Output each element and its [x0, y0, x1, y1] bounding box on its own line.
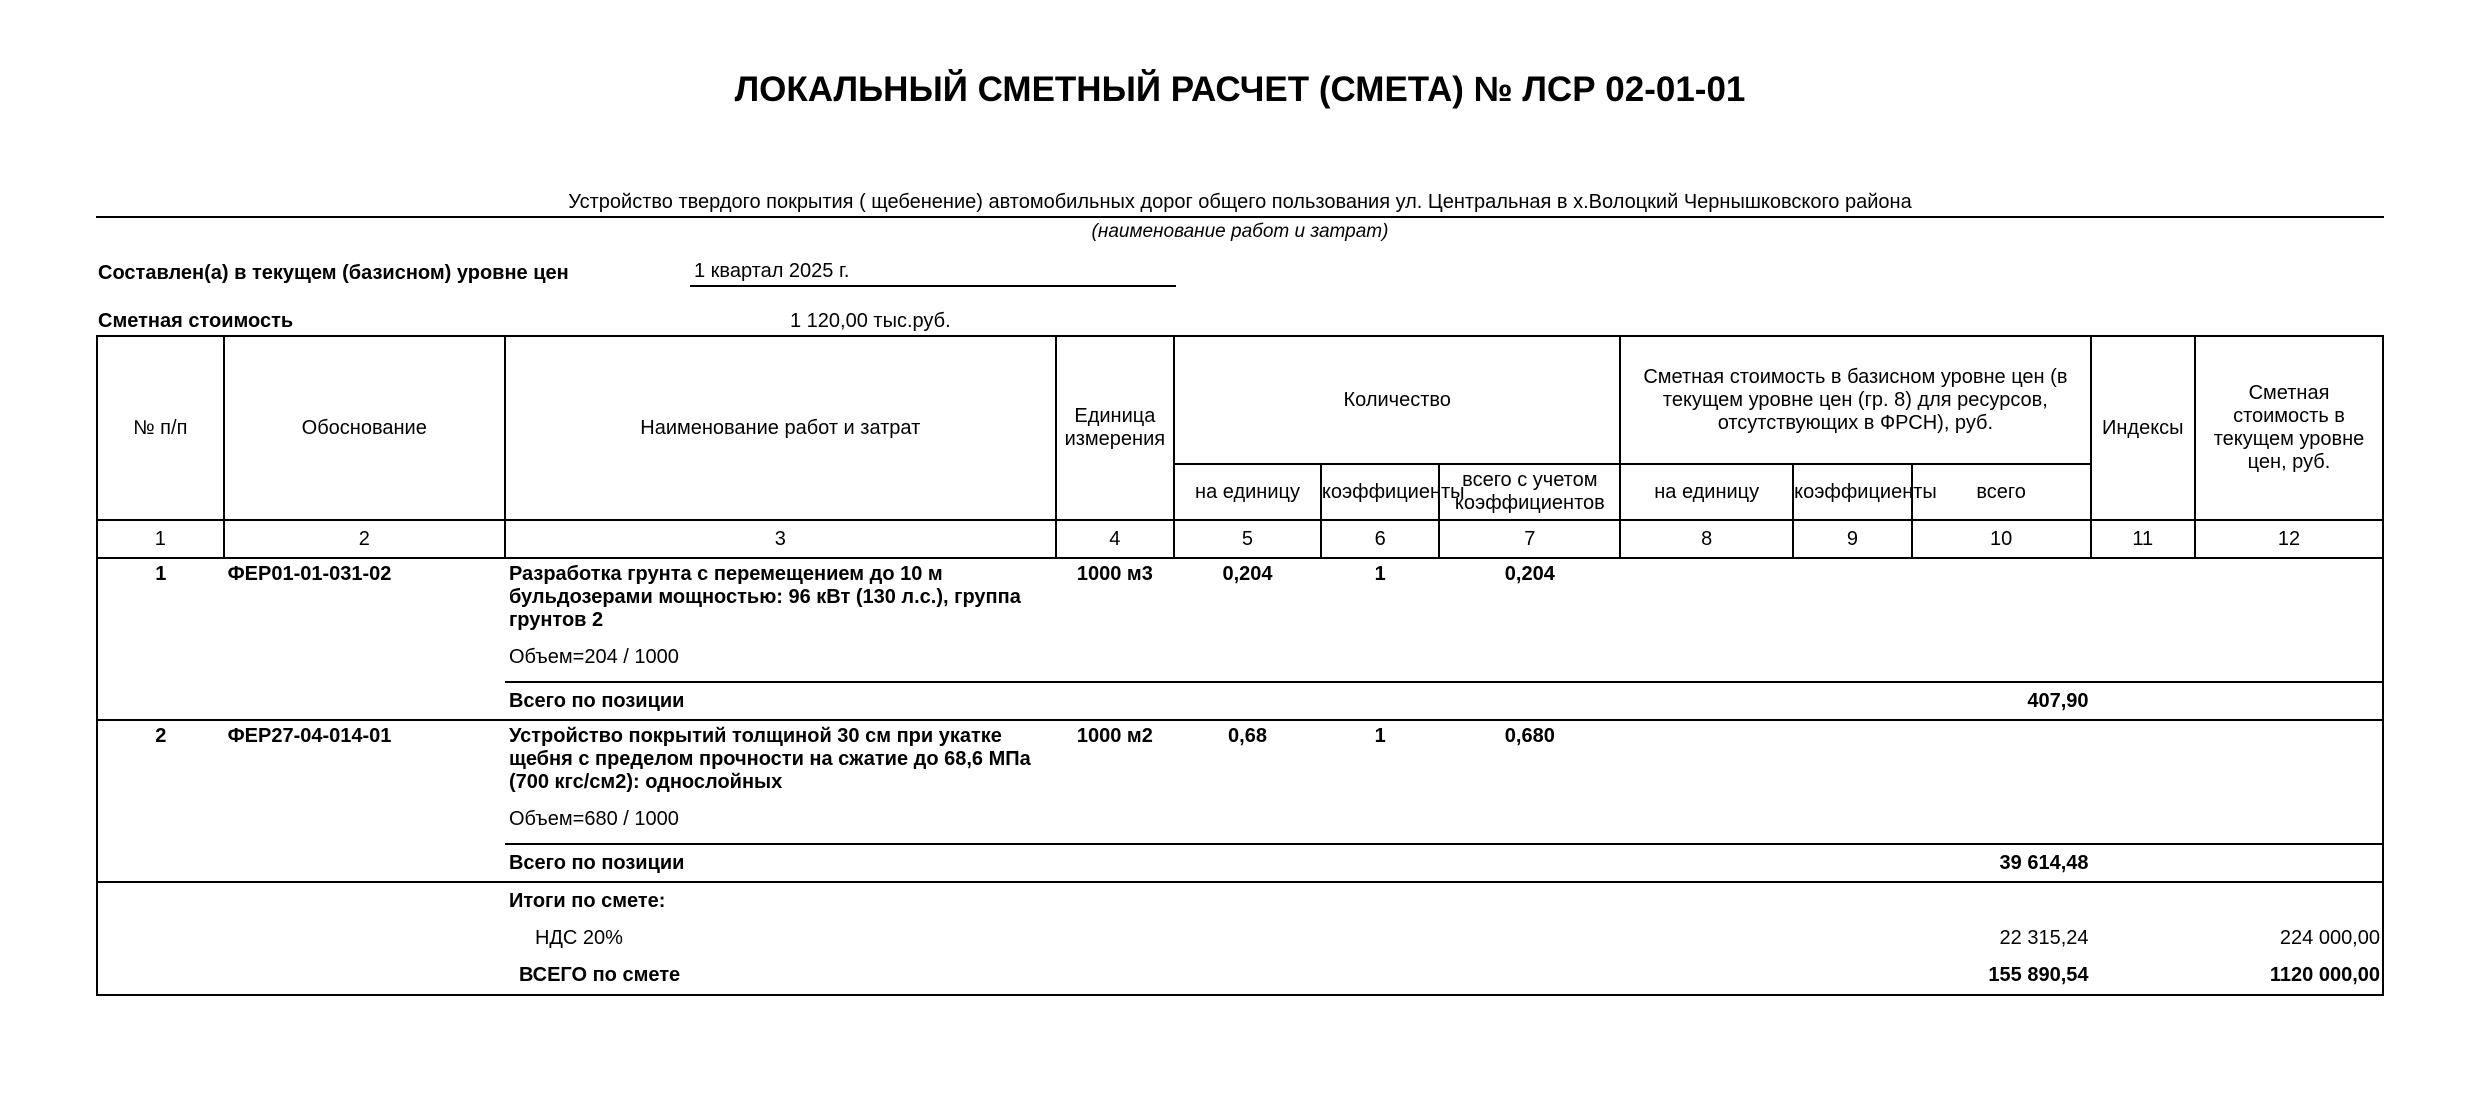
column-number: 1: [97, 520, 224, 558]
estimate-table: [96, 335, 2384, 996]
header-name: Наименование работ и затрат: [505, 336, 1056, 520]
column-number: 5: [1174, 520, 1321, 558]
position-number: 1: [155, 563, 167, 585]
summary-heading: Итоги по смете:: [508, 890, 666, 912]
document-title: ЛОКАЛЬНЫЙ СМЕТНЫЙ РАСЧЕТ (СМЕТА) № ЛСР 02-01-01: [734, 70, 1746, 109]
position-qty-per-unit: 0,204: [1222, 563, 1273, 585]
position-description: [505, 558, 1056, 682]
position-description: [505, 720, 1056, 844]
summary-heading-row: [97, 882, 2383, 920]
column-number: 7: [1439, 520, 1620, 558]
column-number: 4: [1056, 520, 1175, 558]
position-total-label: Всего по позиции: [505, 682, 1056, 720]
position-total-row: [97, 844, 2383, 882]
column-number: 12: [2195, 520, 2383, 558]
column-number: 6: [1321, 520, 1440, 558]
position-qty-total: 0,204: [1504, 563, 1555, 585]
position-number: 2: [155, 725, 167, 747]
position-total-row: [97, 682, 2383, 720]
header-indexes: Индексы: [2091, 336, 2196, 520]
work-subject-note: (наименование работ и затрат): [1091, 221, 1389, 242]
header-base-cost: Сметная стоимость в базисном уровне цен (в текущем уровне цен (гр. 8) для ресурсов, отсутствующих в ФРСН), руб.: [1620, 336, 2090, 464]
summary-grand-current: 1120 000,00: [2269, 964, 2380, 986]
summary-grand-row: [97, 957, 2383, 995]
position-name: Разработка грунта с перемещением до 10 м бульдозерами мощностью: 96 кВт (130 л.с.), группа грунтов 2: [508, 563, 1021, 631]
header-coefficients: коэффициенты: [1321, 464, 1440, 520]
position-total-label: Всего по позиции: [505, 844, 1056, 882]
position-code: ФЕР27-04-014-01: [227, 725, 392, 747]
summary-vat-base: 22 315,24: [1999, 927, 2089, 949]
column-number: 8: [1620, 520, 1793, 558]
header-num: № п/п: [97, 336, 224, 520]
position-volume: Объем=680 / 1000: [508, 808, 679, 830]
header-total-with-coef: всего с учетом коэффициентов: [1439, 464, 1620, 520]
header-coefficients-base: коэффициенты: [1793, 464, 1912, 520]
column-number: 9: [1793, 520, 1912, 558]
header-per-unit: на единицу: [1174, 464, 1321, 520]
position-qty-per-unit: 0,68: [1228, 725, 1267, 747]
position-name: Устройство покрытий толщиной 30 см при укатке щебня с пределом прочности на сжатие до 68,6 МПа (700 кгс/см2): однослойных: [508, 725, 1031, 793]
header-per-unit-base: на единицу: [1620, 464, 1793, 520]
column-number: 10: [1912, 520, 2091, 558]
work-subject: Устройство твердого покрытия ( щебенение) автомобильных дорог общего пользования ул. Центральная в х.Волоцкий Чернышковского района: [96, 191, 2384, 218]
header-current-cost: Сметная стоимость в текущем уровне цен, руб.: [2195, 336, 2383, 520]
position-total-value: 407,90: [1912, 682, 2091, 720]
position-coefficient: 1: [1374, 563, 1386, 585]
table-row: [97, 558, 2383, 682]
position-unit: 1000 м2: [1076, 725, 1153, 747]
summary-grand-label: ВСЕГО по смете: [518, 964, 681, 986]
column-number: 2: [224, 520, 505, 558]
header-total-base: всего: [1912, 464, 2091, 520]
summary-grand-base: 155 890,54: [1988, 964, 2089, 986]
position-unit: 1000 м3: [1076, 563, 1153, 585]
table-row: [97, 720, 2383, 844]
price-level-label: Составлен(а) в текущем (базисном) уровне цен: [98, 262, 569, 284]
column-numbers-row: [97, 520, 2383, 558]
header-basis: Обоснование: [224, 336, 505, 520]
position-qty-total: 0,680: [1504, 725, 1555, 747]
column-number: 3: [505, 520, 1056, 558]
header-unit: Единица измерения: [1056, 336, 1175, 520]
position-volume: Объем=204 / 1000: [508, 646, 679, 668]
header-quantity: Количество: [1174, 336, 1620, 464]
position-coefficient: 1: [1374, 725, 1386, 747]
position-total-value: 39 614,48: [1912, 844, 2091, 882]
summary-vat-label: НДС 20%: [534, 927, 623, 949]
estimated-cost-value: 1 120,00 тыс.руб.: [790, 310, 951, 332]
estimated-cost-label: Сметная стоимость: [98, 310, 294, 332]
position-code: ФЕР01-01-031-02: [227, 563, 392, 585]
summary-vat-current: 224 000,00: [2279, 927, 2380, 949]
column-number: 11: [2091, 520, 2196, 558]
summary-vat-row: [97, 920, 2383, 957]
price-level-value: 1 квартал 2025 г.: [690, 260, 1176, 287]
